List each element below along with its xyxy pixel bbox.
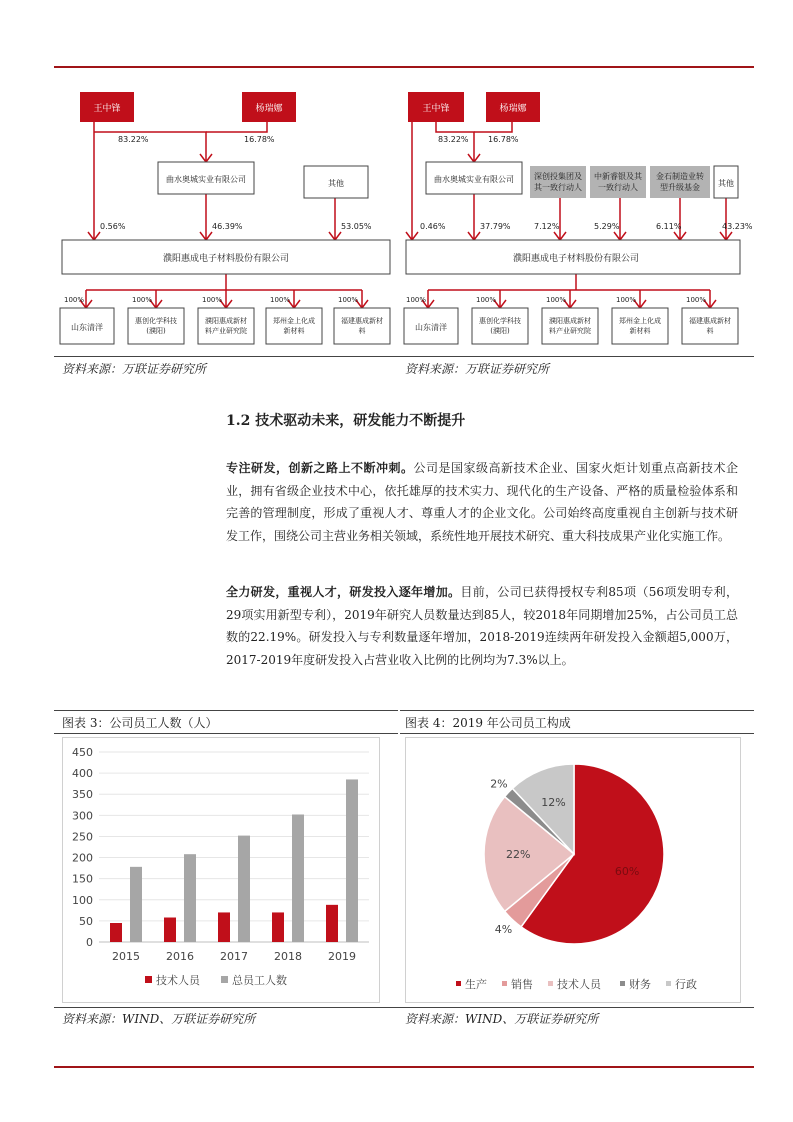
sub-pct: 100% [476, 296, 497, 304]
sub-name: 惠创化学科技(濮阳) [135, 317, 177, 335]
slice-label: 12% [541, 796, 566, 810]
bar-tech-staff [110, 923, 122, 942]
y-tick-label: 0 [86, 936, 93, 949]
legend-label: 技术人员 [156, 974, 200, 987]
legend-label: 行政 [675, 978, 697, 991]
legend-label: 销售 [511, 978, 533, 991]
sub-name: 濮阳惠成新材料产业研究院 [549, 317, 591, 335]
share-pct: 0.56% [100, 222, 126, 231]
figure-caption-rule [400, 733, 754, 734]
legend-swatch [620, 981, 625, 986]
org-chart-after-svg [400, 82, 753, 357]
legend-label: 技术人员 [557, 978, 601, 991]
bar-tech-staff [164, 918, 176, 942]
sub-pct: 100% [132, 296, 153, 304]
share-pct: 16.78% [488, 135, 519, 144]
figure-3-caption: 图表 3：公司员工人数（人） [62, 716, 218, 730]
y-tick-label: 250 [72, 830, 93, 844]
source-note: 资料来源：万联证券研究所 [62, 362, 207, 376]
sub-name: 福建惠成新材料 [341, 317, 383, 335]
legend-swatch [548, 981, 553, 986]
share-pct: 83.22% [438, 135, 469, 144]
other-name: 其他 [718, 179, 734, 188]
company-name: 濮阳惠成电子材料股份有限公司 [512, 254, 640, 264]
x-tick-label: 2016 [166, 950, 194, 963]
company-name: 濮阳惠成电子材料股份有限公司 [162, 254, 290, 264]
x-tick-label: 2017 [220, 950, 248, 963]
legend-swatch [502, 981, 507, 986]
figure-caption-rule [54, 733, 398, 734]
legend-swatch [666, 981, 671, 986]
paragraph-1-text: 公司是国家级高新技术企业、国家火炬计划重点高新技术企业，拥有省级企业技术中心，依托雄厚的技术实力、现代化的生产设备、严格的质量检验体系和完善的管理制度，形成了重视人才、尊重人才的企业文化。公司始终高度重视自主创新与技术研发工作，围绕公司主营业务相关领域，系统性地开展技术研究、重大科技成果产业化实施工作。 [226, 461, 738, 543]
y-tick-label: 350 [72, 788, 93, 802]
figure-top-rule [54, 710, 398, 711]
holder-name: 杨瑞娜 [499, 104, 527, 114]
section-title: 1.2 技术驱动未来，研发能力不断提升 [226, 413, 466, 429]
legend-label: 总员工人数 [232, 974, 287, 987]
sub-pct: 100% [202, 296, 223, 304]
sub-pct: 100% [406, 296, 427, 304]
new-holder-name: 中新睿银及其一致行动人 [594, 172, 642, 192]
share-pct: 53.05% [341, 222, 372, 231]
bar-chart [63, 738, 379, 1002]
figure-top-rule [400, 710, 754, 711]
bar-total-staff [130, 867, 142, 942]
legend-swatch [145, 976, 152, 983]
sub-pct: 100% [616, 296, 637, 304]
source-note: 资料来源：万联证券研究所 [405, 362, 550, 376]
holding-name: 曲水奥城实业有限公司 [434, 175, 514, 184]
y-tick-label: 150 [72, 872, 93, 886]
paragraph-1-lead: 专注研发，创新之路上不断冲刺。 [226, 461, 414, 475]
paragraph-2 [226, 581, 738, 671]
share-pct: 6.11% [656, 222, 682, 231]
slice-label: 22% [505, 848, 531, 861]
slice-label: 60% [614, 865, 640, 879]
footer-rule [54, 1066, 754, 1068]
legend-swatch [221, 976, 228, 983]
figure-4-caption: 图表 4：2019 年公司员工构成 [405, 716, 571, 730]
pie-chart [406, 738, 740, 1002]
header-rule [54, 66, 754, 68]
slice-label: 2% [490, 777, 508, 791]
y-tick-label: 100 [72, 893, 93, 907]
bar-tech-staff [218, 912, 230, 942]
bar-tech-staff [272, 912, 284, 942]
bar-total-staff [184, 854, 196, 942]
y-tick-label: 450 [72, 746, 93, 759]
share-pct: 0.46% [420, 222, 446, 231]
share-pct: 43.23% [722, 222, 753, 231]
holder-name: 杨瑞娜 [255, 104, 283, 114]
sub-name: 惠创化学科技(濮阳) [479, 317, 521, 335]
sub-name: 郑州金上化成新材料 [273, 317, 315, 335]
x-tick-label: 2015 [112, 950, 140, 963]
bar-chart-box [62, 737, 380, 1003]
sub-pct: 100% [338, 296, 359, 304]
paragraph-1 [226, 457, 738, 547]
org-chart-before-svg [54, 82, 397, 357]
sub-pct: 100% [64, 296, 85, 304]
org-chart-after [400, 82, 753, 357]
new-holder-name: 金石制造业转型升级基金 [656, 172, 704, 192]
source-note: 资料来源：WIND、万联证券研究所 [62, 1012, 256, 1026]
legend-label: 生产 [465, 978, 487, 991]
share-pct: 46.39% [212, 222, 243, 231]
y-tick-label: 300 [72, 809, 93, 823]
other-name: 其他 [328, 179, 344, 188]
holder-name: 王中锋 [422, 104, 450, 114]
slice-label: 4% [494, 923, 513, 937]
sub-pct: 100% [270, 296, 291, 304]
bar-tech-staff [326, 905, 338, 942]
bar-total-staff [292, 814, 304, 942]
pie-chart-box [405, 737, 741, 1003]
share-pct: 83.22% [118, 135, 149, 144]
paragraph-2-lead: 全力研发，重视人才，研发投入逐年增加。 [226, 585, 461, 599]
paragraph-2-text: 目前，公司已获得授权专利85项（56项发明专利，29项实用新型专利），2019年研究人员数量达到85人，较2018年同期增加25%，占公司员工总数的22.19%。研发投入与专利数量逐年增加，2018-2019连续两年研发投入金额超5,000万，2017-2019年度研发投入占营业收入比例的比例均为7.3%以上。 [226, 585, 738, 667]
new-holder-name: 深创投集团及其一致行动人 [534, 172, 582, 192]
x-tick-label: 2018 [274, 950, 302, 963]
org-chart-before [54, 82, 397, 357]
bar-total-staff [238, 836, 250, 942]
sub-name: 郑州金上化成新材料 [619, 317, 661, 335]
sub-name: 山东清洋 [415, 323, 447, 332]
source-rule [54, 1007, 754, 1008]
x-tick-label: 2019 [328, 950, 356, 963]
sub-name: 山东清洋 [71, 323, 103, 332]
legend-swatch [456, 981, 461, 986]
bar-total-staff [346, 779, 358, 942]
y-tick-label: 200 [72, 851, 93, 865]
holder-name: 王中锋 [93, 104, 121, 114]
share-pct: 37.79% [480, 222, 511, 231]
legend-label: 财务 [629, 978, 651, 991]
source-note: 资料来源：WIND、万联证券研究所 [405, 1012, 599, 1026]
y-tick-label: 50 [79, 914, 93, 928]
share-pct: 5.29% [594, 222, 620, 231]
y-tick-label: 400 [72, 767, 93, 781]
sub-name: 濮阳惠成新材料产业研究院 [205, 317, 247, 335]
sub-name: 福建惠成新材料 [689, 317, 731, 335]
holding-name: 曲水奥城实业有限公司 [166, 175, 246, 184]
sub-pct: 100% [686, 296, 707, 304]
share-pct: 16.78% [244, 135, 275, 144]
sub-pct: 100% [546, 296, 567, 304]
source-rule [54, 356, 754, 357]
share-pct: 7.12% [534, 222, 560, 231]
